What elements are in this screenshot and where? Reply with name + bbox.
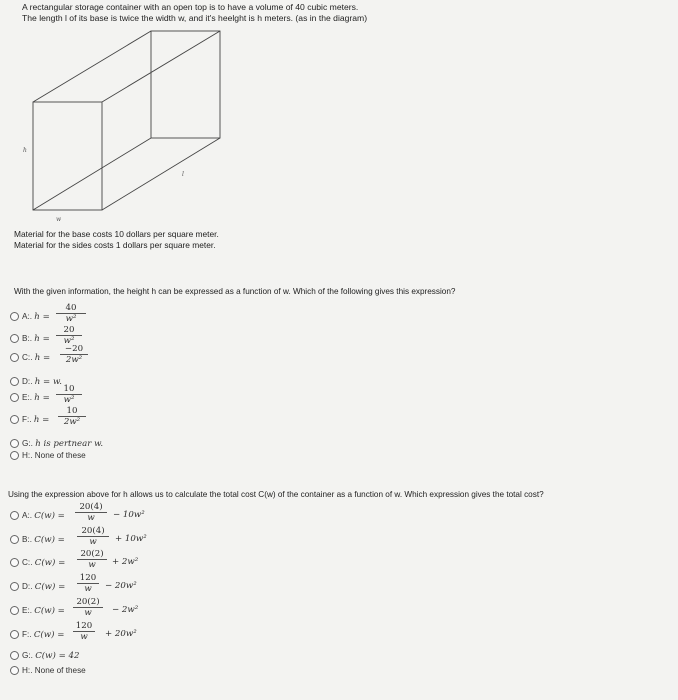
question1-option-d[interactable] — [10, 376, 62, 388]
fraction-numerator: 120 — [77, 573, 99, 584]
radio-button[interactable] — [10, 377, 19, 386]
question2-option-h[interactable] — [10, 665, 86, 677]
fraction-denominator: w² — [63, 395, 75, 405]
radio-button[interactable] — [10, 651, 19, 660]
question2-option-d[interactable] — [10, 581, 65, 593]
cost-sides: Material for the sides costs 1 dollars per square meter. — [14, 239, 216, 250]
fraction-numerator: 20(4) — [75, 502, 107, 513]
option-fraction — [77, 573, 99, 594]
option-fraction — [77, 526, 109, 547]
fraction-denominator: 2w² — [65, 355, 83, 365]
option-trailing-term: − 10w² — [113, 510, 145, 520]
option-fraction — [73, 597, 103, 618]
option-label: B:. — [22, 334, 35, 343]
fraction-denominator: w — [89, 537, 97, 547]
fraction-numerator: 20(4) — [77, 526, 109, 537]
radio-button[interactable] — [10, 451, 19, 460]
fraction-numerator: 10 — [56, 384, 82, 395]
option-expression: h = w. — [34, 377, 63, 387]
question2-option-a[interactable] — [10, 510, 65, 522]
option-fraction — [56, 303, 86, 324]
option-label: B:. — [22, 535, 35, 544]
option-trailing-term: + 2w² — [112, 557, 139, 567]
option-label: D:. — [22, 582, 35, 591]
fraction-numerator: 20(2) — [77, 549, 107, 560]
radio-button[interactable] — [10, 415, 19, 424]
option-fraction — [77, 549, 107, 570]
option-label: F:. — [22, 630, 34, 639]
question1-option-f[interactable] — [10, 414, 49, 426]
option-expression: C(w) = — [33, 630, 65, 640]
radio-button[interactable] — [10, 558, 19, 567]
fraction-numerator: 20 — [56, 325, 82, 336]
question2-option-c[interactable] — [10, 557, 65, 569]
option-label: C:. — [22, 558, 35, 567]
option-expression: None of these — [34, 451, 86, 460]
option-fraction — [58, 406, 86, 427]
option-label: A:. — [22, 511, 35, 520]
question1-option-e[interactable] — [10, 392, 50, 404]
question-2-prompt: Using the expression above for h allows us to calculate the total cost C(w) of the container as a function of w. Which expression gives the total cost? — [8, 490, 544, 499]
option-fraction — [75, 502, 107, 523]
option-label: G:. — [22, 439, 36, 448]
fraction-denominator: w² — [65, 314, 77, 324]
fraction-numerator: 10 — [58, 406, 86, 417]
option-trailing-term: + 20w² — [105, 629, 137, 639]
fraction-denominator: w — [87, 513, 95, 523]
question2-option-e[interactable] — [10, 605, 65, 617]
question1-option-c[interactable] — [10, 352, 50, 364]
option-expression: None of these — [34, 666, 86, 675]
cost-base: Material for the base costs 10 dollars per square meter. — [14, 229, 219, 239]
option-label: D:. — [22, 377, 35, 386]
radio-button[interactable] — [10, 535, 19, 544]
question1-option-a[interactable] — [10, 311, 50, 323]
option-expression: h = — [34, 334, 50, 344]
radio-button[interactable] — [10, 439, 19, 448]
option-trailing-term: + 10w² — [115, 534, 147, 544]
radio-button[interactable] — [10, 334, 19, 343]
option-expression: C(w) = — [34, 582, 66, 592]
option-expression: h = — [34, 353, 51, 363]
radio-button[interactable] — [10, 630, 19, 639]
option-expression: C(w) = 42 — [35, 651, 80, 661]
radio-button[interactable] — [10, 582, 19, 591]
option-label: H:. — [22, 451, 35, 460]
option-label: A:. — [22, 312, 35, 321]
fraction-numerator: −20 — [60, 344, 88, 355]
question2-option-g[interactable] — [10, 650, 79, 662]
option-fraction — [56, 325, 82, 346]
option-expression: C(w) = — [34, 535, 65, 545]
option-fraction — [73, 621, 95, 642]
fraction-denominator: w — [80, 632, 88, 642]
option-label: E:. — [22, 606, 35, 615]
label-h: h — [23, 147, 27, 154]
question2-option-f[interactable] — [10, 629, 64, 641]
question1-option-h[interactable] — [10, 450, 86, 462]
radio-button[interactable] — [10, 353, 19, 362]
cost-info — [14, 229, 219, 250]
question-1-prompt: With the given information, the height h can be expressed as a function of w. Which of the following gives this expression? — [14, 287, 456, 296]
option-expression: h = — [34, 312, 50, 322]
fraction-numerator: 40 — [56, 303, 86, 314]
option-label: E:. — [22, 393, 35, 402]
option-fraction — [60, 344, 88, 365]
option-fraction — [56, 384, 82, 405]
radio-button[interactable] — [10, 511, 19, 520]
option-label: G:. — [22, 651, 36, 660]
option-expression: h = — [34, 393, 50, 403]
fraction-denominator: 2w² — [63, 417, 81, 427]
radio-button[interactable] — [10, 312, 19, 321]
intro-line-1: A rectangular storage container with an open top is to have a volume of 40 cubic meters. — [22, 2, 359, 12]
option-label: F:. — [22, 415, 34, 424]
radio-button[interactable] — [10, 606, 19, 615]
question1-option-b[interactable] — [10, 333, 50, 345]
option-expression: h is pertnear w. — [35, 439, 104, 449]
option-trailing-term: − 2w² — [112, 605, 139, 615]
fraction-denominator: w — [84, 584, 92, 594]
radio-button[interactable] — [10, 393, 19, 402]
intro-line-2: The length l of its base is twice the width w, and it's heelght is h meters. (as in the diagram) — [22, 12, 368, 23]
label-l: l — [182, 171, 184, 178]
option-trailing-term: − 20w² — [105, 581, 137, 591]
option-label: C:. — [22, 353, 35, 362]
label-w: w — [56, 216, 62, 223]
option-expression: C(w) = — [34, 558, 66, 568]
option-expression: C(w) = — [34, 511, 65, 521]
fraction-numerator: 120 — [73, 621, 95, 632]
fraction-denominator: w² — [63, 336, 75, 346]
question1-option-g[interactable] — [10, 438, 103, 450]
fraction-numerator: 20(2) — [73, 597, 103, 608]
option-label: H:. — [22, 666, 35, 675]
option-expression: h = — [33, 415, 50, 425]
fraction-denominator: w — [84, 608, 92, 618]
question2-option-b[interactable] — [10, 534, 65, 546]
fraction-denominator: w — [88, 560, 96, 570]
radio-button[interactable] — [10, 666, 19, 675]
option-expression: C(w) = — [34, 606, 65, 616]
